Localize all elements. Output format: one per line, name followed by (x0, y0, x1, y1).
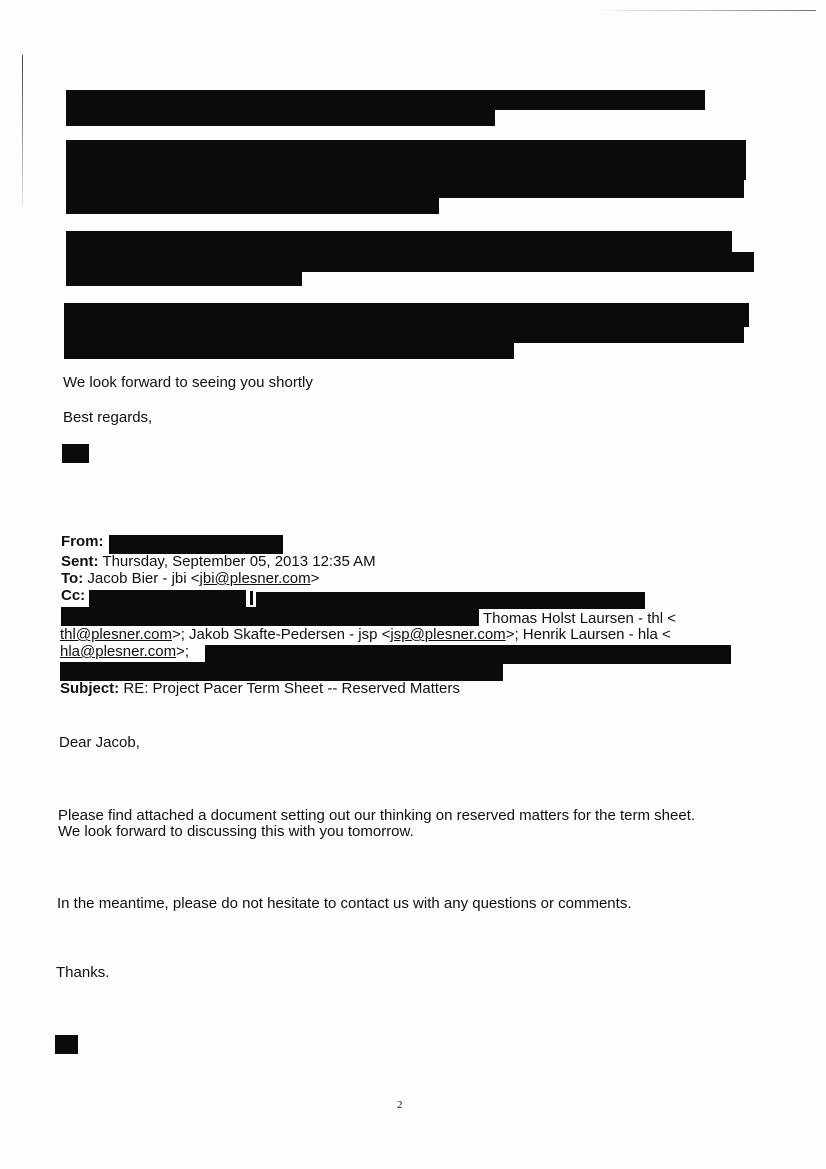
subject-label: Subject: (60, 680, 120, 697)
to-email: jbi@plesner.com (199, 570, 311, 587)
redaction-block (66, 90, 705, 110)
cc-label-line (61, 587, 85, 604)
redaction-block (66, 178, 744, 198)
page-number: 2 (397, 1099, 403, 1111)
to-label: To: (61, 570, 84, 587)
signoff: Thanks. (56, 964, 110, 981)
cc-email-hla: hla@plesner.com (60, 643, 177, 660)
redaction-block (66, 196, 439, 214)
cc-line-3 (60, 643, 189, 660)
redacted-cc (61, 607, 479, 626)
redacted-cc (89, 590, 246, 607)
from-line (61, 533, 104, 550)
closing-regards: Best regards, (63, 409, 153, 426)
cc-hla-name: >; Henrik Laursen - hla < (505, 626, 671, 643)
cc-label: Cc: (61, 587, 86, 604)
body-paragraph-1-line-2: We look forward to discussing this with you tomorrow. (58, 823, 414, 840)
redaction-block (64, 341, 514, 359)
sent-label: Sent: (61, 553, 99, 570)
cc-jsp-name: >; Jakob Skafte-Pedersen - jsp < (171, 626, 391, 643)
redacted-cc (250, 591, 253, 605)
body-paragraph-1-line-1: Please find attached a document setting out our thinking on reserved matters for the term sheet. (58, 807, 696, 824)
cc-thl (483, 610, 676, 627)
to-suffix: > (310, 570, 320, 587)
redaction-block (66, 140, 746, 180)
redaction-block (66, 108, 495, 126)
redaction-block (66, 270, 302, 286)
cc-line-2 (60, 626, 671, 643)
to-line (61, 570, 319, 587)
body-paragraph-2: In the meantime, please do not hesitate to contact us with any questions or comments. (57, 895, 632, 912)
to-recipient: Jacob Bier - jbi < (87, 570, 200, 587)
closing-line: We look forward to seeing you shortly (63, 374, 313, 391)
scan-edge-top (590, 10, 816, 11)
from-label: From: (61, 533, 104, 550)
cc-tail: >; (176, 643, 190, 660)
redaction-block (66, 252, 754, 272)
sent-value: Thursday, September 05, 2013 12:35 AM (102, 553, 376, 570)
redacted-cc (60, 662, 503, 681)
redaction-block (66, 231, 732, 253)
greeting: Dear Jacob, (59, 734, 140, 751)
cc-email-jsp: jsp@plesner.com (390, 626, 506, 643)
redaction-block (64, 303, 749, 327)
sent-line (61, 553, 376, 570)
cc-email-thl: thl@plesner.com (60, 626, 172, 643)
redacted-signature (62, 444, 89, 463)
subject-value: RE: Project Pacer Term Sheet -- Reserved Matters (123, 680, 460, 697)
redacted-sender (109, 535, 283, 554)
subject-line (60, 680, 460, 697)
cc-name-thl: Thomas Holst Laursen - thl < (483, 610, 677, 627)
redacted-signature (55, 1035, 78, 1054)
scan-edge-left (22, 55, 23, 205)
